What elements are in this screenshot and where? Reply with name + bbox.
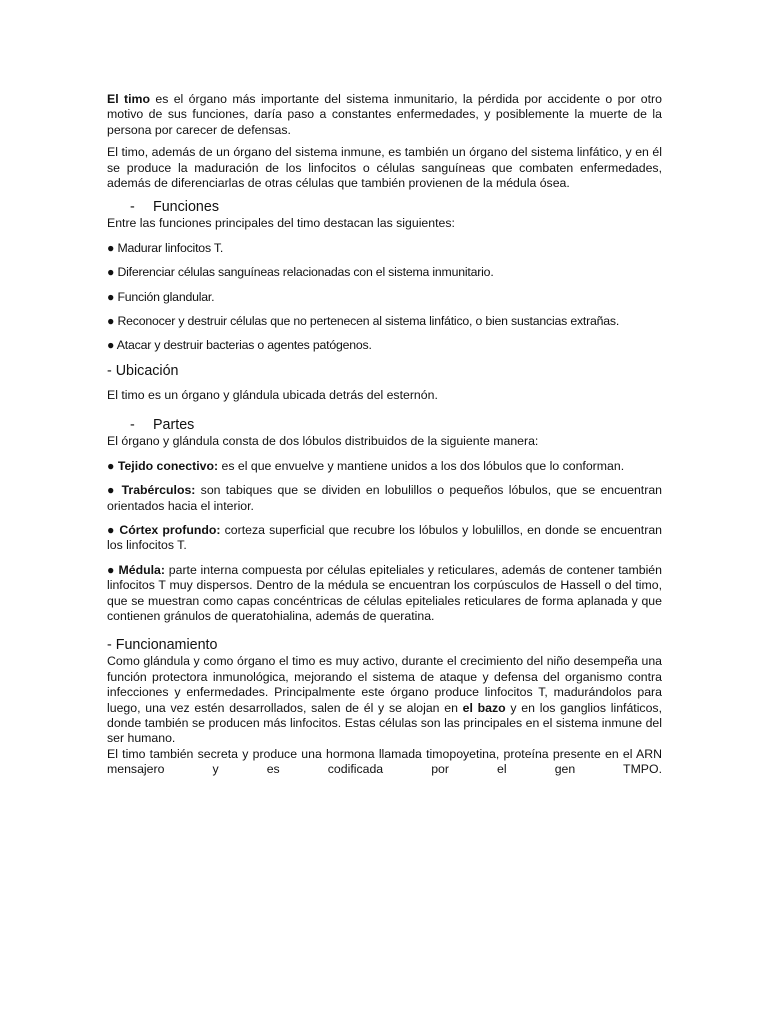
funciones-heading <box>107 199 662 216</box>
partes-item-term: ● Médula: <box>107 562 165 577</box>
funciones-item: ● Atacar y destruir bacterias o agentes patógenos. <box>107 338 372 353</box>
funciones-heading-text: Funciones <box>153 199 219 216</box>
partes-item-text: parte interna compuesta por células epiteliales y reticulares, además de contener también linfocitos T muy dispersos. Dentro de la médula se encuentran los corpúsculos de Hassell o del timo, que se muestran como capas concéntricas de células epiteliales reticulares de forma aplanada y que contienen gránulos de queratohialina, además de queratina. <box>107 562 662 623</box>
ubicacion-heading: - Ubicación <box>107 362 179 379</box>
document-page <box>107 92 662 778</box>
funciones-item: ● Reconocer y destruir células que no pertenecen al sistema linfático, o bien sustancias extrañas. <box>107 314 620 329</box>
funcionamiento-heading: - Funcionamiento <box>107 637 218 654</box>
intro-paragraph-1 <box>107 92 662 138</box>
partes-item <box>107 523 662 554</box>
intro-paragraph-1-text: es el órgano más importante del sistema inmunitario, la pérdida por accidente o por otro motivo de sus funciones, daría paso a constantes enfermedades, y posiblemente la muerte de la persona por carecer de defensas. <box>107 92 662 137</box>
partes-item <box>107 459 662 474</box>
partes-item <box>107 563 662 625</box>
partes-item-term: ● Córtex profundo: <box>107 522 221 537</box>
funcionamiento-text-a: Como glándula y como órgano el timo es muy activo, durante el crecimiento del niño desempeña una función protectora inmunológica, mejorando el sistema de ataque y defensa del organismo contra infecciones y enfermedades. Principalmente este órgano produce linfocitos T, madurándolos para luego, una vez estén desarrollados, salen de él y se alojan en <box>107 654 662 715</box>
intro-bold-term: El timo <box>107 92 150 106</box>
partes-item-text: son tabiques que se dividen en lobulillos o pequeños lóbulos, que se encuentran orientados hacia el interior. <box>107 483 662 513</box>
ubicacion-text: El timo es un órgano y glándula ubicada detrás del esternón. <box>107 387 438 402</box>
partes-item <box>107 483 662 514</box>
funcionamiento-text-b: y en los ganglios linfáticos, donde también se producen más linfocitos. Estas células son las principales en el sistema inmune del ser humano. <box>107 700 662 746</box>
partes-item-term: ● Trabérculos: <box>107 483 196 498</box>
partes-dash: - <box>130 417 135 434</box>
partes-item-text: corteza superficial que recubre los lóbulos y lobulillos, en donde se encuentran los linfocitos T. <box>107 522 662 553</box>
partes-heading-text: Partes <box>153 417 195 434</box>
partes-item-text: es el que envuelve y mantiene unidos a los dos lóbulos que lo conforman. <box>218 458 625 473</box>
funcionamiento-bold: el bazo <box>462 700 506 715</box>
funcionamiento-paragraph-1 <box>107 654 662 746</box>
partes-item-term: ● Tejido conectivo: <box>107 458 219 473</box>
funciones-item: ● Madurar linfocitos T. <box>107 240 224 255</box>
partes-heading <box>107 417 662 434</box>
funciones-item: ● Función glandular. <box>107 289 215 304</box>
funciones-dash: - <box>130 199 135 216</box>
funcionamiento-paragraph-2: El timo también secreta y produce una hormona llamada timopoyetina, proteína presente en el ARN mensajero y es codificada por el gen TMPO. <box>107 746 662 777</box>
partes-intro: El órgano y glándula consta de dos lóbulos distribuidos de la siguiente manera: <box>107 434 539 449</box>
funciones-item: ● Diferenciar células sanguíneas relacionadas con el sistema inmunitario. <box>107 265 494 280</box>
intro-paragraph-2: El timo, además de un órgano del sistema inmune, es también un órgano del sistema linfático, y en él se produce la maduración de los linfocitos o células sanguíneas que combaten enfermedades, además de diferenciarlas de otras células que también provienen de la médula ósea. <box>107 145 662 191</box>
funciones-intro: Entre las funciones principales del timo destacan las siguientes: <box>107 216 455 231</box>
